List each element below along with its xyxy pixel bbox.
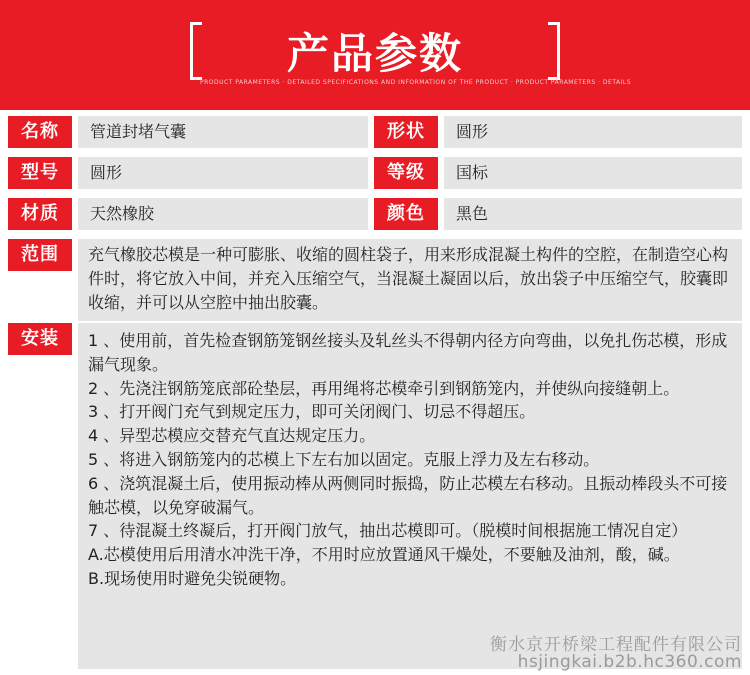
banner-subtitle: PRODUCT PARAMETERS · DETAILED SPECIFICATIONS AND INFORMATION OF THE PRODUCT · PRODUCT PARAMETERS · DETAILS — [200, 79, 632, 86]
install-text-panel — [78, 323, 742, 669]
watermark-company: 衡水京开桥梁工程配件有限公司 — [490, 635, 742, 655]
spec-label: 型号 — [8, 157, 72, 189]
spec-label: 材质 — [8, 198, 72, 230]
spec-label: 等级 — [374, 157, 438, 189]
spec-value: 国标 — [444, 157, 742, 189]
banner — [0, 0, 750, 110]
install-step: 5 、将进入钢筋笼内的芯模上下左右加以固定。克服上浮力及左右移动。 — [88, 449, 600, 469]
spec-row — [8, 116, 742, 148]
spec-value: 圆形 — [78, 157, 368, 189]
install-step: 6 、浇筑混凝土后，使用振动棒从两侧同时振捣，防止芯模左右移动。且振动棒段头不可接触芯模，以免穿破漏气。 — [88, 473, 728, 517]
install-step: 2 、先浇注钢筋笼底部砼垫层，再用绳将芯模牵引到钢筋笼内，并使纵向接缝朝上。 — [88, 378, 680, 398]
spec-label: 颜色 — [374, 198, 438, 230]
watermark-url: hsjingkai.b2b.hc360.com — [517, 652, 742, 672]
install-note: B.现场使用时避免尖锐硬物。 — [88, 568, 297, 588]
spec-label: 形状 — [374, 116, 438, 148]
spec-row — [8, 157, 742, 189]
spec-value: 天然橡胶 — [78, 198, 368, 230]
banner-title: 产品参数 — [286, 29, 463, 78]
spec-value: 圆形 — [444, 116, 742, 148]
scope-label: 范围 — [8, 239, 72, 271]
spec-label: 名称 — [8, 116, 72, 148]
install-label: 安装 — [8, 323, 72, 355]
install-step: 4 、异型芯模应交替充气直达规定压力。 — [88, 426, 376, 446]
scope-text: 充气橡胶芯模是一种可膨胀、收缩的圆柱袋子，用来形成混凝土构件的空腔，在制造空心构件时，将它放入中间，并充入压缩空气，当混凝土凝固以后，放出袋子中压缩空气，胶囊即收缩，并可以从空腔中抽出胶囊。 — [88, 245, 729, 312]
install-note: A.芯模使用后用清水冲洗干净，不用时应放置通风干燥处，不要触及油剂，酸，碱。 — [88, 545, 680, 565]
spec-value: 管道封堵气囊 — [78, 116, 368, 148]
spec-value: 黑色 — [444, 198, 742, 230]
spec-row — [8, 198, 742, 230]
install-step: 1 、使用前，首先检查钢筋笼钢丝接头及轧丝头不得朝内径方向弯曲，以免扎伤芯模，形成漏气现象。 — [88, 331, 728, 374]
install-step: 7 、待混凝土终凝后，打开阀门放气，抽出芯模即可。（脱模时间根据施工情况自定） — [88, 521, 688, 541]
install-step: 3 、打开阀门充气到规定压力，即可关闭阀门、切忌不得超压。 — [88, 402, 536, 422]
scope-text-panel — [78, 239, 742, 321]
